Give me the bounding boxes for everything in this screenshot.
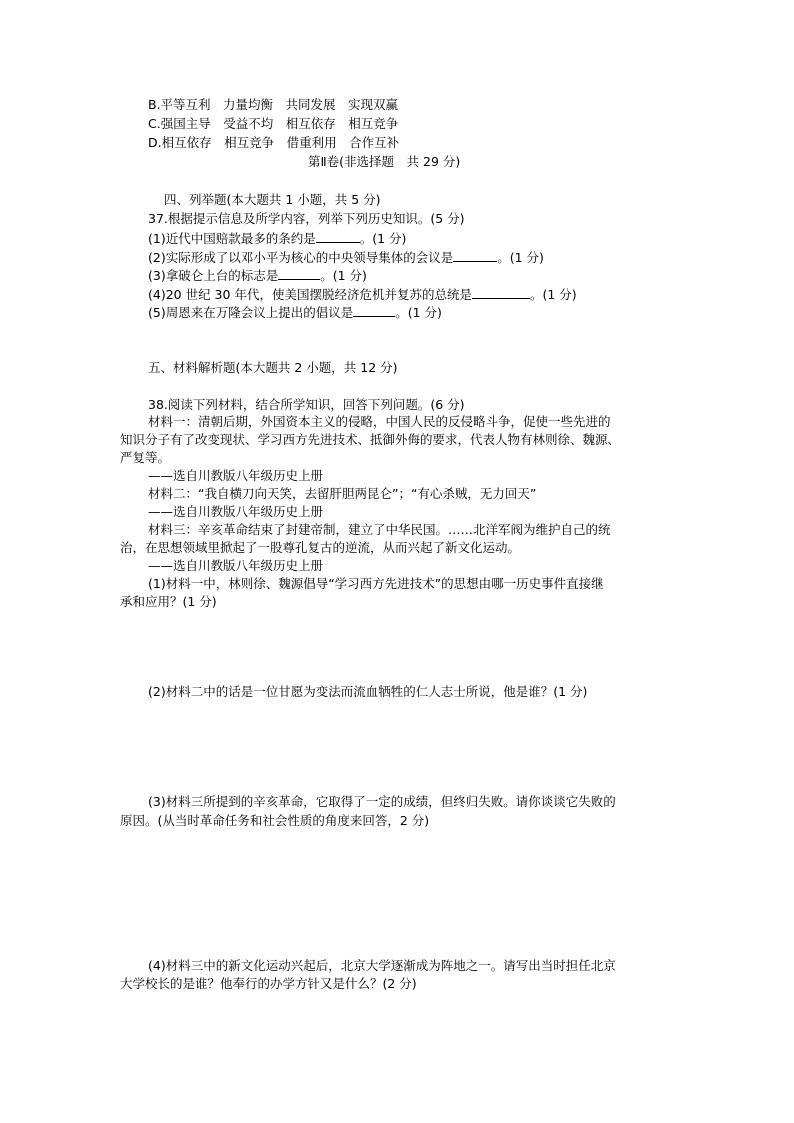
question-3-line-2: 原因。(从当时革命任务和社会性质的角度来回答，2 分) xyxy=(120,813,430,828)
question-4-line-2: 大学校长的是谁？他奉行的办学方针又是什么？(2 分) xyxy=(120,976,417,991)
question-4-line-1: (4)材料三中的新文化运动兴起后，北京大学逐渐成为阵地之一。请写出当时担任北京 xyxy=(148,958,616,973)
section4-heading: 四、列举题(本大题共 1 小题，共 5 分) xyxy=(164,192,381,207)
answer-blank[interactable] xyxy=(316,230,360,243)
material-2: 材料二：“我自横刀向天笑，去留肝胆两昆仑”；“有心杀贼，无力回天” xyxy=(148,486,537,501)
q37-item-5-score: 。(1 分) xyxy=(395,305,442,320)
q37-item-5-text: (5)周恩来在万隆会议上提出的倡议是 xyxy=(148,305,354,320)
q37-item-4-text: (4)20 世纪 30 年代，使美国摆脱经济危机并复苏的总统是 xyxy=(148,287,472,302)
q37-item-4-score: 。(1 分) xyxy=(529,287,577,302)
answer-blank[interactable] xyxy=(472,286,530,299)
q37-item-2-score: 。(1 分) xyxy=(497,250,544,265)
part2-title: 第Ⅱ卷(非选择题 共 29 分) xyxy=(308,154,461,169)
q37-item-1-text: (1)近代中国赔款最多的条约是 xyxy=(148,231,316,246)
q37-item-2 xyxy=(148,249,544,266)
q37-item-4 xyxy=(148,286,577,303)
option-c: C.强国主导 受益不均 相互依存 相互竞争 xyxy=(148,116,399,131)
answer-blank[interactable] xyxy=(453,249,497,262)
source-3: ——选自川教版八年级历史上册 xyxy=(148,558,324,573)
material-3-line-1: 材料三：辛亥革命结束了封建帝制，建立了中华民国。……北洋军阀为维护自己的统 xyxy=(148,522,611,537)
material-3-line-2: 治，在思想领域里掀起了一股尊孔复古的逆流，从而兴起了新文化运动。 xyxy=(120,540,521,555)
option-d: D.相互依存 相互竞争 借重利用 合作互补 xyxy=(148,135,400,150)
answer-blank[interactable] xyxy=(353,304,395,317)
q37-item-2-text: (2)实际形成了以邓小平为核心的中央领导集体的会议是 xyxy=(148,250,454,265)
question-1-line-1: (1)材料一中，林则徐、魏源倡导“学习西方先进技术”的思想由哪一历史事件直接继 xyxy=(148,576,604,591)
question-2: (2)材料二中的话是一位甘愿为变法而流血牺牲的仁人志士所说，他是谁？(1 分) xyxy=(148,684,588,699)
question-3-line-1: (3)材料三所提到的辛亥革命，它取得了一定的成绩，但终归失败。请你谈谈它失败的 xyxy=(148,794,616,809)
q37-item-1 xyxy=(148,230,406,247)
question-1-line-2: 承和应用？(1 分) xyxy=(120,594,217,609)
q37-item-1-score: 。(1 分) xyxy=(359,231,407,246)
q37-item-5 xyxy=(148,304,442,321)
answer-blank[interactable] xyxy=(278,267,320,280)
source-1: ——选自川教版八年级历史上册 xyxy=(148,468,324,483)
material-1-line-2: 知识分子有了改变现状、学习西方先进技术、抵御外侮的要求，代表人物有林则徐、魏源、 xyxy=(120,432,621,447)
q37-item-3 xyxy=(148,267,367,284)
section5-heading: 五、材料解析题(本大题共 2 小题，共 12 分) xyxy=(148,360,398,375)
q37-item-3-score: 。(1 分) xyxy=(320,268,367,283)
material-1-line-1: 材料一：清朝后期，外国资本主义的侵略，中国人民的反侵略斗争，促使一些先进的 xyxy=(148,414,611,429)
source-2: ——选自川教版八年级历史上册 xyxy=(148,504,324,519)
q37-stem: 37.根据提示信息及所学内容，列举下列历史知识。(5 分) xyxy=(148,211,465,226)
q38-stem: 38.阅读下列材料，结合所学知识，回答下列问题。(6 分) xyxy=(148,397,465,412)
option-b: B.平等互利 力量均衡 共同发展 实现双赢 xyxy=(148,97,399,112)
material-1-line-3: 严复等。 xyxy=(120,450,171,465)
q37-item-3-text: (3)拿破仑上台的标志是 xyxy=(148,268,279,283)
